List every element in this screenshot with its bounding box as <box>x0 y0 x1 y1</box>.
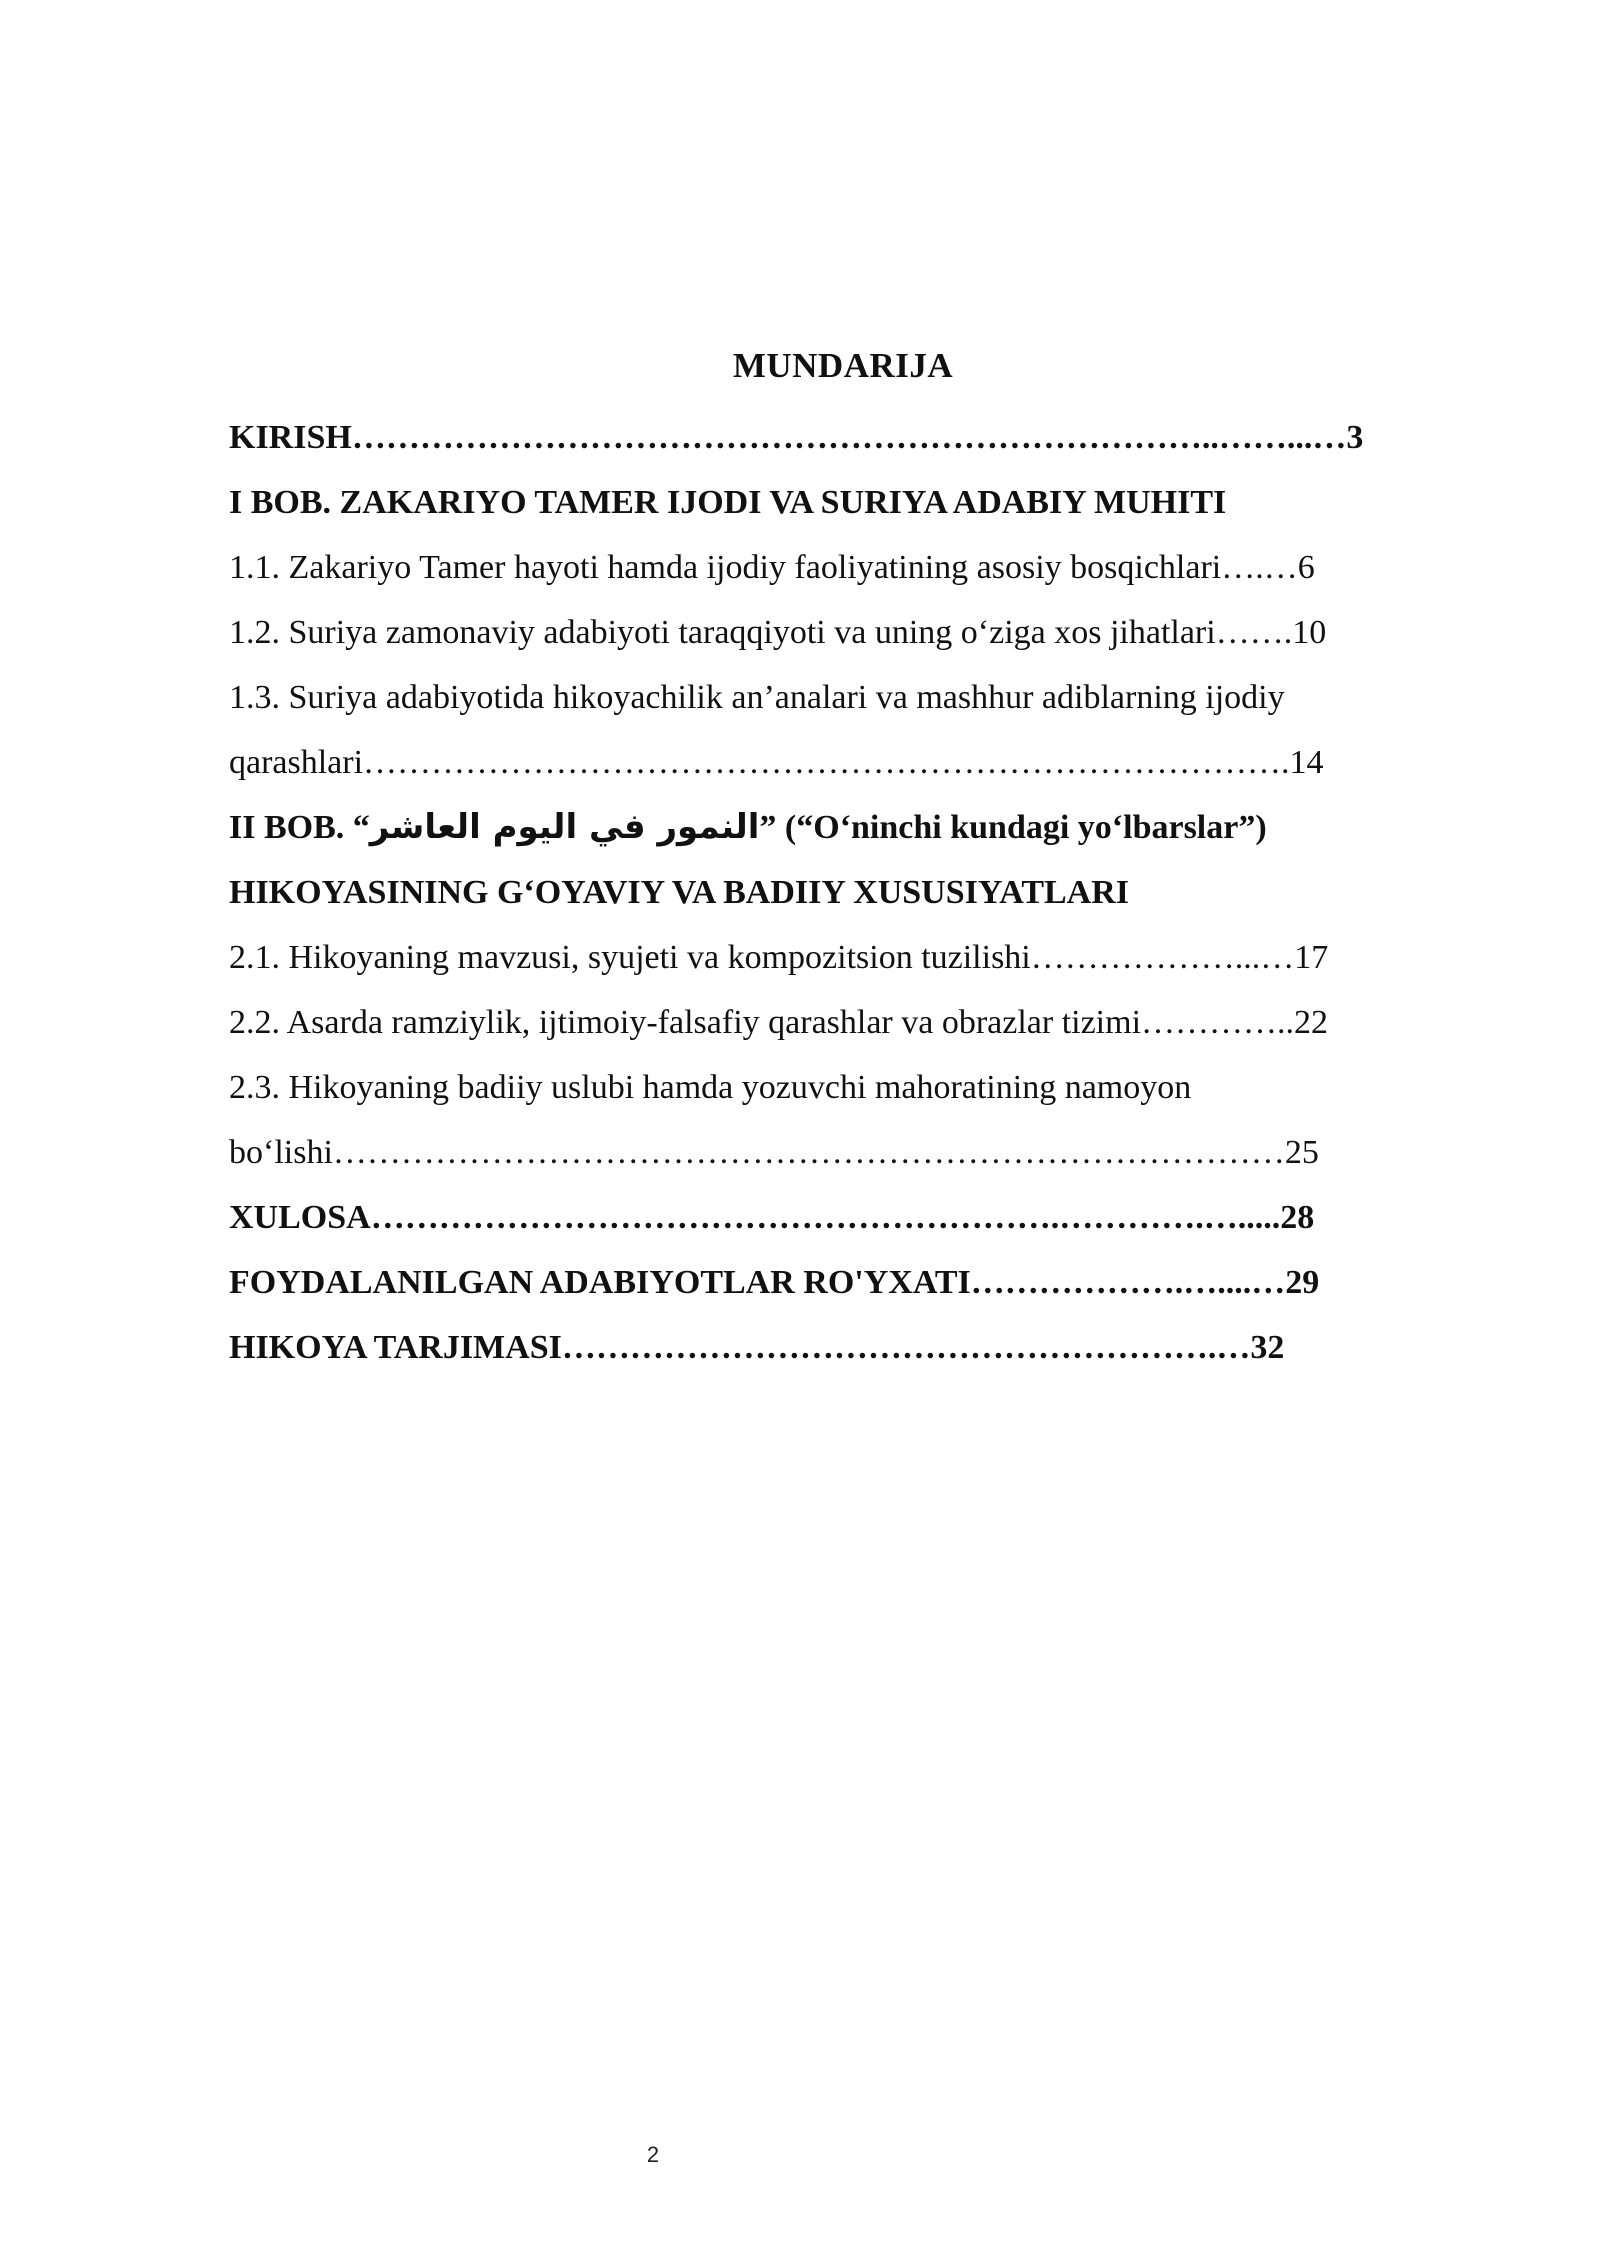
toc-entry-1-3-continued: qarashlari……………………………………………………………………….14 <box>229 744 1324 781</box>
toc-entry-1-3: 1.3. Suriya adabiyotida hikoyachilik an’analari va mashhur adiblarning ijodiy <box>229 679 1285 716</box>
toc-entry-xulosa: XULOSA…………………………………………………….………….….....28 <box>229 1199 1315 1236</box>
toc-chapter-1-heading: I BOB. ZAKARIYO TAMER IJODI VA SURIYA ADABIY MUHITI <box>229 484 1227 521</box>
toc-entry-2-1: 2.1. Hikoyaning mavzusi, syujeti va kompozitsion tuzilishi………………...…17 <box>229 939 1329 976</box>
toc-entry-1-2: 1.2. Suriya zamonaviy adabiyoti taraqqiyoti va uning oʻziga xos jihatlari…….10 <box>229 614 1327 651</box>
chapter-2-suffix: ” (“Oʻninchi kundagi yoʻlbarslar”) <box>759 809 1267 846</box>
table-of-contents <box>229 405 1449 1380</box>
toc-chapter-2-heading-continued: HIKOYASINING GʻOYAVIY VA BADIIY XUSUSIYATLARI <box>229 874 1130 911</box>
toc-entry-kirish: KIRISH…………………………………………………………………..……...…3 <box>229 419 1364 456</box>
toc-entry-2-3: 2.3. Hikoyaning badiiy uslubi hamda yozuvchi mahoratining namoyon <box>229 1069 1192 1106</box>
toc-entry-1-1: 1.1. Zakariyo Tamer hayoti hamda ijodiy faoliyatining asosiy bosqichlari….…6 <box>229 549 1315 586</box>
toc-title: MUNDARIJA <box>732 346 954 385</box>
toc-entry-2-2: 2.2. Asarda ramziylik, ijtimoiy-falsafiy qarashlar va obrazlar tizimi…………..22 <box>229 1004 1329 1041</box>
toc-entry-translation: HIKOYA TARJIMASI………………………………………………….…32 <box>229 1329 1285 1366</box>
toc-entry-2-3-continued: boʻlishi…………………………………………………………………………25 <box>229 1134 1319 1171</box>
chapter-2-arabic-title: النمور في اليوم العاشر <box>369 807 760 847</box>
toc-entry-bibliography: FOYDALANILGAN ADABIYOTLAR RO'YXATI……………….…....…29 <box>229 1264 1320 1301</box>
page-number: 2 <box>646 2142 660 2167</box>
toc-chapter-2-heading <box>229 795 1449 860</box>
chapter-2-prefix: II BOB. “ <box>229 809 370 846</box>
